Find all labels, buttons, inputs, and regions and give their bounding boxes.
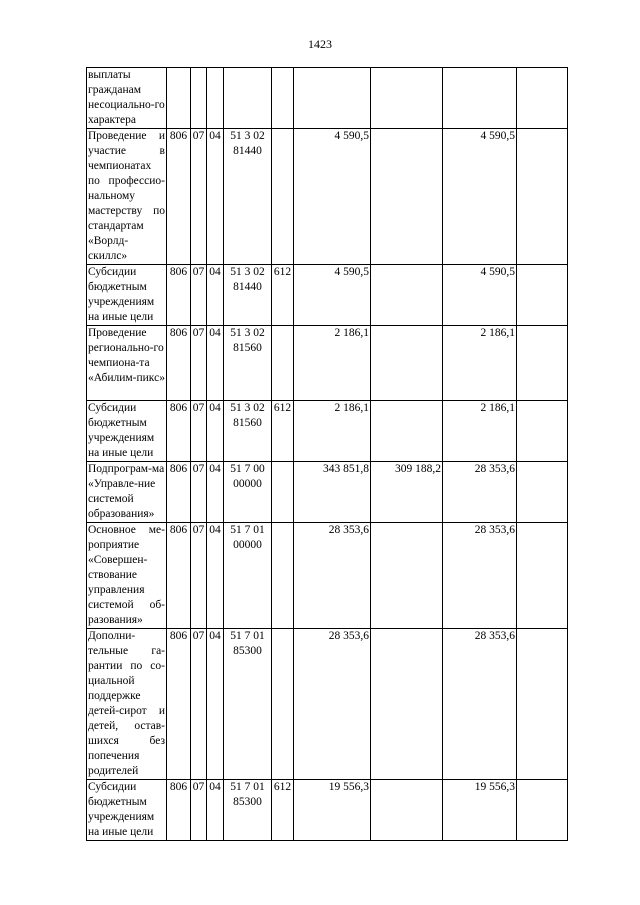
regional-amount-cell: 4 590,5: [443, 129, 517, 265]
ministry-code-cell: 806: [167, 780, 191, 841]
extra-amount-cell: [517, 629, 568, 780]
table-row: [87, 462, 568, 523]
extra-amount-cell: [517, 129, 568, 265]
section-code-cell: 07: [191, 401, 207, 462]
extra-amount-cell: [517, 68, 568, 129]
ministry-code-cell: [167, 68, 191, 129]
ministry-code-cell: 806: [167, 129, 191, 265]
table-row: [87, 629, 568, 780]
extra-amount-cell: [517, 401, 568, 462]
total-amount-cell: 4 590,5: [294, 129, 371, 265]
total-amount-cell: 4 590,5: [294, 265, 371, 326]
section-code-cell: 07: [191, 326, 207, 401]
row-name-cell: Дополни-тельные га-рантии по со-циальной поддержке детей-сирот и детей, остав-шихся без попечения родителей: [87, 629, 167, 780]
page-number: 1423: [308, 37, 332, 51]
section-code-cell: [191, 68, 207, 129]
row-name-cell: Субсидии бюджетным учреждениям на иные цели: [87, 780, 167, 841]
expense-type-cell: [272, 462, 294, 523]
table-row: [87, 68, 568, 129]
table-row: [87, 780, 568, 841]
ministry-code-cell: 806: [167, 326, 191, 401]
federal-amount-cell: 309 188,2: [371, 462, 443, 523]
total-amount-cell: 343 851,8: [294, 462, 371, 523]
total-amount-cell: 28 353,6: [294, 629, 371, 780]
table-row: [87, 265, 568, 326]
extra-amount-cell: [517, 523, 568, 629]
table-row: [87, 129, 568, 265]
expense-type-cell: [272, 326, 294, 401]
subsection-code-cell: 04: [207, 129, 224, 265]
subsection-code-cell: 04: [207, 462, 224, 523]
table-row: [87, 523, 568, 629]
subsection-code-cell: 04: [207, 326, 224, 401]
federal-amount-cell: [371, 629, 443, 780]
row-name-cell: Субсидии бюджетным учреждениям на иные цели: [87, 401, 167, 462]
extra-amount-cell: [517, 326, 568, 401]
section-code-cell: 07: [191, 523, 207, 629]
subsection-code-cell: [207, 68, 224, 129]
regional-amount-cell: 2 186,1: [443, 401, 517, 462]
target-article-cell: 51 7 00 00000: [224, 462, 272, 523]
total-amount-cell: 28 353,6: [294, 523, 371, 629]
federal-amount-cell: [371, 68, 443, 129]
table-row: [87, 401, 568, 462]
extra-amount-cell: [517, 265, 568, 326]
extra-amount-cell: [517, 462, 568, 523]
federal-amount-cell: [371, 523, 443, 629]
regional-amount-cell: 28 353,6: [443, 523, 517, 629]
regional-amount-cell: 28 353,6: [443, 462, 517, 523]
expense-type-cell: [272, 629, 294, 780]
row-name-cell: Проведение и участие в чемпионатах по профессио-нальному мастерству по стандартам «Ворлд-скиллс»: [87, 129, 167, 265]
expense-type-cell: 612: [272, 401, 294, 462]
federal-amount-cell: [371, 265, 443, 326]
subsection-code-cell: 04: [207, 401, 224, 462]
ministry-code-cell: 806: [167, 523, 191, 629]
budget-table: [86, 67, 568, 841]
federal-amount-cell: [371, 401, 443, 462]
expense-type-cell: 612: [272, 780, 294, 841]
section-code-cell: 07: [191, 780, 207, 841]
expense-type-cell: 612: [272, 265, 294, 326]
total-amount-cell: 2 186,1: [294, 326, 371, 401]
target-article-cell: 51 3 02 81560: [224, 401, 272, 462]
extra-amount-cell: [517, 780, 568, 841]
section-code-cell: 07: [191, 629, 207, 780]
table-row: [87, 326, 568, 401]
target-article-cell: 51 3 02 81560: [224, 326, 272, 401]
subsection-code-cell: 04: [207, 265, 224, 326]
target-article-cell: 51 7 01 85300: [224, 780, 272, 841]
row-name-cell: Субсидии бюджетным учреждениям на иные цели: [87, 265, 167, 326]
subsection-code-cell: 04: [207, 780, 224, 841]
regional-amount-cell: 19 556,3: [443, 780, 517, 841]
target-article-cell: 51 3 02 81440: [224, 265, 272, 326]
regional-amount-cell: 2 186,1: [443, 326, 517, 401]
federal-amount-cell: [371, 326, 443, 401]
total-amount-cell: 19 556,3: [294, 780, 371, 841]
federal-amount-cell: [371, 129, 443, 265]
row-name-cell: Проведение регионально-го чемпиона-та «Абилим-пикс»: [87, 326, 167, 401]
expense-type-cell: [272, 68, 294, 129]
target-article-cell: 51 7 01 00000: [224, 523, 272, 629]
total-amount-cell: [294, 68, 371, 129]
ministry-code-cell: 806: [167, 401, 191, 462]
ministry-code-cell: 806: [167, 462, 191, 523]
table-body: [87, 68, 568, 841]
regional-amount-cell: 4 590,5: [443, 265, 517, 326]
ministry-code-cell: 806: [167, 265, 191, 326]
subsection-code-cell: 04: [207, 629, 224, 780]
row-name-cell: Основное ме-роприятие «Совершен-ствование управления системой об-разования»: [87, 523, 167, 629]
regional-amount-cell: 28 353,6: [443, 629, 517, 780]
target-article-cell: 51 3 02 81440: [224, 129, 272, 265]
row-name-cell: Подпрограм-ма «Управле-ние системой образования»: [87, 462, 167, 523]
expense-type-cell: [272, 129, 294, 265]
target-article-cell: 51 7 01 85300: [224, 629, 272, 780]
federal-amount-cell: [371, 780, 443, 841]
section-code-cell: 07: [191, 462, 207, 523]
row-name-cell: выплаты гражданам несоциально-го характера: [87, 68, 167, 129]
section-code-cell: 07: [191, 265, 207, 326]
ministry-code-cell: 806: [167, 629, 191, 780]
target-article-cell: [224, 68, 272, 129]
expense-type-cell: [272, 523, 294, 629]
total-amount-cell: 2 186,1: [294, 401, 371, 462]
subsection-code-cell: 04: [207, 523, 224, 629]
section-code-cell: 07: [191, 129, 207, 265]
regional-amount-cell: [443, 68, 517, 129]
